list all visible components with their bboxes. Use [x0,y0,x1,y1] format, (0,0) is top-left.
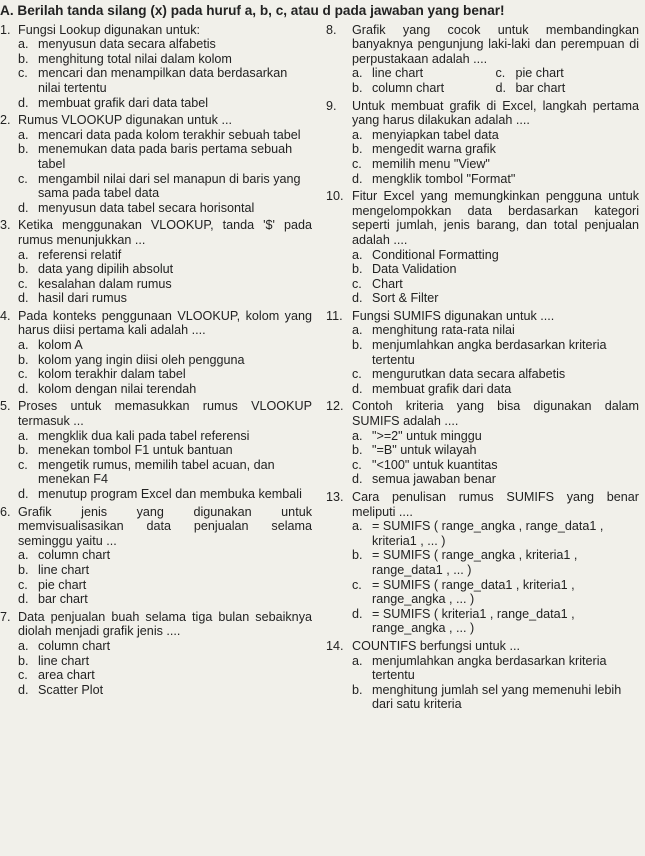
answer-option[interactable] [18,66,312,95]
option-letter: a. [18,638,29,653]
option-text: menjumlahkan angka berdasarkan kriteria tertentu [372,338,607,367]
answer-option[interactable] [352,142,639,157]
option-letter: c. [18,577,28,592]
answer-option[interactable] [352,548,639,577]
option-letter: b. [352,443,363,458]
question-text: Fitur Excel yang memungkinkan pengguna untuk mengelompokkan data berdasarkan kategori seperti jumlah, jenis barang, dan total penjualan adalah .... [352,189,639,247]
option-letter: c. [495,66,506,81]
option-letter: a. [18,37,29,52]
answer-option[interactable] [18,487,312,502]
section-heading: A. Berilah tanda silang (x) pada huruf a, b, c, atau d pada jawaban yang benar! [0,3,505,18]
question-text: COUNTIFS berfungsi untuk ... [352,638,520,653]
option-text: line chart [372,66,424,81]
answer-option[interactable] [18,443,312,458]
option-text: mengklik tombol "Format" [372,171,516,186]
answer-option[interactable] [18,382,312,397]
answer-option[interactable] [352,367,639,382]
question-text: Contoh kriteria yang bisa digunakan dalam SUMIFS adalah .... [352,399,639,429]
answer-option[interactable] [18,654,312,669]
answer-option[interactable] [352,458,639,473]
question-number: 2. [0,113,11,128]
question-number: 11. [326,308,343,323]
option-text: menghitung jumlah sel yang memenuhi lebih dari satu kriteria [372,682,622,712]
answer-option[interactable] [18,429,312,444]
question-number: 9. [326,98,337,113]
question-item [0,23,312,111]
option-letter: a. [352,323,363,338]
option-letter: c. [18,367,28,382]
option-text: kolom yang ingin diisi oleh pengguna [38,352,245,367]
answer-option[interactable] [18,142,312,171]
option-text: menyusun data secara alfabetis [38,37,216,52]
option-text: menekan tombol F1 untuk bantuan [38,443,233,458]
question-item [0,399,312,501]
option-text: pie chart [38,577,87,592]
question-item [326,99,639,187]
option-letter: d. [18,200,29,215]
option-text: column chart [372,80,445,95]
question-number: 1. [0,22,11,37]
option-text: = SUMIFS ( range_angka , range_data1 , kriteria1 , ... ) [372,519,604,548]
option-text: line chart [38,562,90,577]
answer-option[interactable] [352,323,639,338]
question-text: Rumus VLOOKUP digunakan untuk ... [18,113,232,128]
question-item [0,610,312,698]
option-text: mengetik rumus, memilih tabel acuan, dan menekan F4 [38,457,275,487]
answer-option[interactable] [18,37,312,52]
option-text: area chart [38,668,95,683]
option-letter: d. [18,381,29,396]
answer-option[interactable] [18,262,312,277]
option-text: memilih menu "View" [372,156,490,171]
option-text: mencari data pada kolom terakhir sebuah tabel [38,127,301,142]
question-item [326,23,639,96]
left-column [0,23,312,715]
option-letter: b. [18,142,29,157]
option-text: mengedit warna grafik [372,142,496,157]
question-text: Untuk membuat grafik di Excel, langkah pertama yang harus dilakukan adalah .... [352,98,639,128]
option-text: = SUMIFS ( range_data1 , kriteria1 , range_angka , ... ) [372,577,575,607]
option-letter: b. [18,653,29,668]
answer-option[interactable] [496,66,640,81]
question-number: 10. [326,189,344,204]
option-letter: b. [352,262,363,277]
question-text: Data penjualan buah selama tiga bulan sebaiknya diolah menjadi grafik jenis .... [18,609,312,639]
option-letter: d. [352,606,363,621]
question-text: Cara penulisan rumus SUMIFS yang benar meliputi .... [352,490,639,519]
option-text: semua jawaban benar [372,472,496,487]
option-letter: b. [352,338,363,353]
option-text: referensi relatif [38,247,122,262]
answer-option[interactable] [18,563,312,578]
option-letter: a. [18,127,29,142]
answer-option[interactable] [352,654,639,683]
answer-option[interactable] [18,52,312,67]
option-letter: b. [18,352,29,367]
answer-option[interactable] [18,338,312,353]
answer-option[interactable] [352,472,639,487]
answer-option[interactable] [352,443,639,458]
option-letter: a. [352,127,363,142]
answer-option[interactable] [352,607,639,636]
answer-option[interactable] [352,81,496,96]
answer-option[interactable] [352,277,639,292]
question-item [326,639,639,712]
option-letter: c. [352,367,362,382]
option-letter: d. [352,472,363,487]
option-letter: b. [18,262,29,277]
answer-option[interactable] [352,262,639,277]
option-letter: a. [18,428,29,443]
option-letter: d. [18,95,29,110]
option-text: = SUMIFS ( kriteria1 , range_data1 , range_angka , ... ) [372,606,575,636]
option-letter: c. [18,66,28,81]
question-columns [0,23,639,715]
answer-option[interactable] [496,81,640,96]
option-text: Conditional Formatting [372,247,499,262]
answer-option[interactable] [18,248,312,263]
option-text: hasil dari rumus [38,291,127,306]
answer-option[interactable] [352,382,639,397]
option-letter: d. [495,80,507,95]
option-letter: d. [352,291,363,306]
option-letter: a. [352,653,363,668]
option-letter: a. [352,519,363,534]
option-letter: c. [352,156,362,171]
answer-option[interactable] [352,128,639,143]
option-letter: b. [352,142,363,157]
question-text: Proses untuk memasukkan rumus VLOOKUP termasuk ... [18,399,312,429]
answer-option[interactable] [18,367,312,382]
option-letter: d. [18,682,29,697]
option-text: Data Validation [372,262,457,277]
option-letter: a. [352,247,363,262]
answer-option[interactable] [18,668,312,683]
option-text: menyiapkan tabel data [372,127,499,142]
option-letter: a. [18,338,29,353]
answer-option[interactable] [18,291,312,306]
option-text: menghitung total nilai dalam kolom [38,51,232,66]
option-text: bar chart [515,80,566,95]
option-text: "<100" untuk kuantitas [372,457,498,472]
answer-option[interactable] [18,683,312,698]
option-letter: b. [352,682,363,697]
option-text: kolom terakhir dalam tabel [38,367,186,382]
option-text: Chart [372,276,403,291]
right-column [312,23,639,715]
question-item [326,490,639,636]
question-number: 6. [0,504,11,519]
option-text: bar chart [38,592,88,607]
option-letter: a. [352,66,363,81]
question-item [326,189,639,306]
option-letter: c. [352,457,362,472]
option-letter: a. [352,428,363,443]
question-number: 5. [0,399,11,414]
question-item [0,113,312,215]
question-item [326,309,639,397]
option-text: kolom dengan nilai terendah [38,381,197,396]
answer-option[interactable] [18,578,312,593]
question-text: Pada konteks penggunaan VLOOKUP, kolom yang harus diisi pertama kali adalah .... [18,308,312,338]
option-letter: a. [18,247,29,262]
option-text: kesalahan dalam rumus [38,276,172,291]
question-text: Grafik jenis yang digunakan untuk memvisualisasikan data penjualan selama seminggu yaitu ... [18,504,312,548]
question-text: Fungsi SUMIFS digunakan untuk .... [352,308,555,323]
option-text: = SUMIFS ( range_angka , kriteria1 , range_data1 , ... ) [372,548,578,577]
answer-option[interactable] [352,519,639,548]
answer-option[interactable] [352,429,639,444]
option-text: Sort & Filter [372,291,439,306]
option-text: Scatter Plot [38,682,104,697]
option-text: ">=2" untuk minggu [372,428,482,443]
option-letter: d. [352,171,363,186]
question-number: 12. [326,399,344,414]
option-letter: c. [352,577,362,592]
option-letter: d. [18,487,29,501]
option-letter: d. [18,592,29,607]
option-text: pie chart [515,66,564,81]
option-letter: b. [18,562,29,577]
question-item [326,399,639,487]
question-number: 3. [0,218,11,233]
option-text: data yang dipilih absolut [38,262,174,277]
question-item [0,505,312,607]
option-letter: d. [352,381,363,396]
question-number: 13. [326,490,344,504]
option-letter: b. [352,80,363,95]
answer-option[interactable] [352,683,639,712]
answer-option[interactable] [18,353,312,368]
option-letter: b. [18,443,29,458]
answer-option[interactable] [18,128,312,143]
option-text: mengurutkan data secara alfabetis [372,367,566,382]
option-text: menyusun data tabel secara horisontal [38,200,255,215]
option-text: mengklik dua kali pada tabel referensi [38,428,250,443]
option-letter: b. [18,51,29,66]
question-item [0,309,312,397]
answer-option[interactable] [352,172,639,187]
question-number: 14. [326,638,344,653]
question-number: 8. [326,22,337,37]
option-text: column chart [38,638,111,653]
option-letter: b. [352,548,363,563]
answer-option[interactable] [352,248,639,263]
question-item [0,218,312,306]
answer-option[interactable] [352,338,639,367]
option-letter: a. [18,548,29,563]
option-text: membuat grafik dari data [372,381,512,396]
question-text: Fungsi Lookup digunakan untuk: [18,22,201,37]
answer-option[interactable] [18,172,312,201]
question-text: Grafik yang cocok untuk membandingkan banyaknya pengunjung laki-laki dan perempuan di perpustakaan adalah .... [352,22,639,66]
option-text: line chart [38,653,90,668]
answer-option[interactable] [18,201,312,216]
option-text: menutup program Excel dan membuka kembali [38,487,302,501]
answer-option[interactable] [352,291,639,306]
option-text: "=B" untuk wilayah [372,443,477,458]
answer-option[interactable] [18,639,312,654]
option-letter: c. [18,276,28,291]
option-letter: d. [18,291,29,306]
option-text: membuat grafik dari data tabel [38,95,209,110]
option-text: menghitung rata-rata nilai [372,323,515,338]
question-number: 4. [0,308,11,323]
option-text: menjumlahkan angka berdasarkan kriteria tertentu [372,653,607,683]
option-text: column chart [38,548,111,563]
option-letter: c. [18,171,28,186]
answer-option[interactable] [352,66,496,81]
answer-option[interactable] [18,592,312,607]
answer-option[interactable] [352,578,639,607]
question-number: 7. [0,609,11,624]
answer-option[interactable] [352,157,639,172]
option-text: mengambil nilai dari sel manapun di baris yang sama pada tabel data [38,171,301,201]
option-text: mencari dan menampilkan data berdasarkan nilai tertentu [38,66,288,95]
answer-option[interactable] [18,458,312,487]
option-text: kolom A [38,338,83,353]
option-letter: c. [18,457,28,472]
question-text: Ketika menggunakan VLOOKUP, tanda '$' pada rumus menunjukkan ... [18,218,312,247]
answer-option[interactable] [18,277,312,292]
option-text: menemukan data pada baris pertama sebuah tabel [38,142,293,171]
answer-option[interactable] [18,548,312,563]
option-letter: c. [18,668,28,683]
answer-option[interactable] [18,96,312,111]
option-letter: c. [352,276,362,291]
